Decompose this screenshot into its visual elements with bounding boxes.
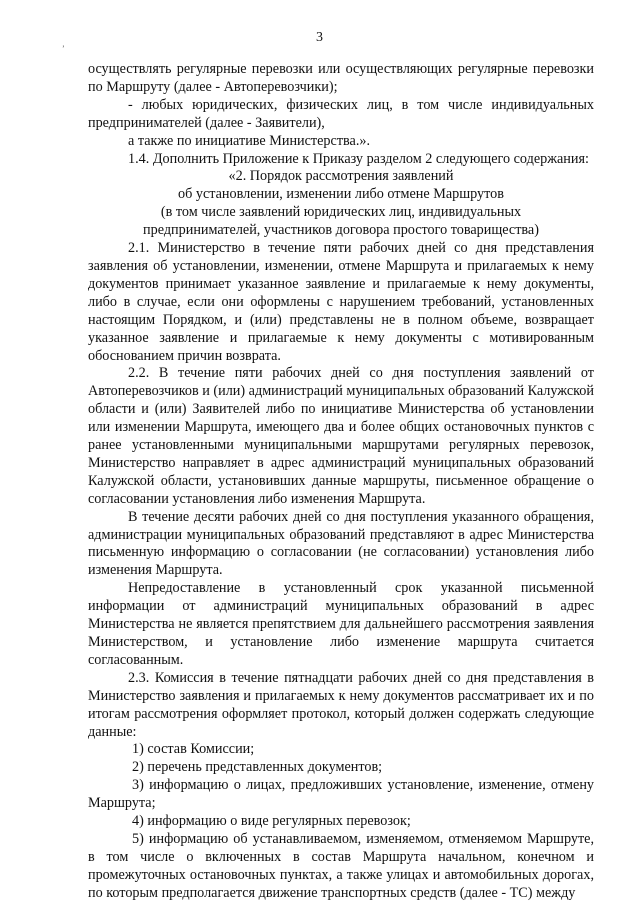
list-item-2: 2) перечень представленных документов; (132, 759, 383, 776)
paragraph-carriers-definition: осуществлять регулярные перевозки или осуществляющих регулярные перевозки по Маршруту (далее - Автоперевозчики); (88, 61, 594, 95)
paragraph-non-submission: Непредоставление в установленный срок указанной письменной информации от администраций муниципальных образований в адрес Министерства не является препятствием для дальнейшего рассмотрения заявления Министерством, и установление либо изменение маршрута считается согласованным. (88, 580, 594, 668)
section-heading-line-3: (в том числе заявлений юридических лиц, индивидуальных (160, 204, 522, 221)
paragraph-amendment-1-4: 1.4. Дополнить Приложение к Приказу разделом 2 следующего содержания: (128, 150, 589, 167)
page-number: 3 (316, 30, 323, 45)
paragraph-ministry-initiative: а также по инициативе Министерства.». (128, 132, 371, 149)
document-body (88, 61, 594, 903)
paragraph-applicants: - любых юридических, физических лиц, в том числе индивидуальных предпринимателей (далее - Заявители), (88, 96, 594, 131)
list-item-5: 5) информацию об устанавливаемом, изменяемом, отменяемом Маршруте, в том числе о включенных в состав Маршрута начальном, конечном и промежуточных остановочных пунктах, а также улицах и автомобильных дорогах, по которым предполагается движение транспортных средств (далее - ТС) между (88, 830, 594, 901)
stray-mark: ’ (62, 44, 65, 53)
section-heading-line-2: об установлении, изменении либо отмене Маршрутов (178, 186, 504, 203)
list-item-3: 3) информацию о лицах, предложивших установление, изменение, отмену Маршрута; (88, 777, 594, 812)
list-item-1: 1) состав Комиссии; (132, 741, 255, 758)
section-heading-line-1: «2. Порядок рассмотрения заявлений (228, 168, 454, 185)
paragraph-2-1: 2.1. Министерство в течение пяти рабочих дней со дня представления заявления об установлении, изменении, отмене Маршрута и прилагаемых к нему документов принимает указанное заявление и прилагаемые к нему документы, либо в случае, если они оформлены с нарушением требований, установленных настоящим Порядком, и (или) представлены не в полном объеме, возвращает указанное заявление и прилагаемые к нему документы с мотивированным обоснованием причин возврата. (88, 240, 594, 364)
list-item-4: 4) информацию о виде регулярных перевозок; (132, 813, 411, 830)
paragraph-ten-days: В течение десяти рабочих дней со дня поступления указанного обращения, администрации муниципальных образований представляют в адрес Министерства письменную информацию о согласовании (не согласовании) установления либо изменения Маршрута. (88, 508, 594, 579)
section-heading-line-4: предпринимателей, участников договора простого товарищества) (143, 222, 539, 239)
paragraph-2-2: 2.2. В течение пяти рабочих дней со дня поступления заявлений от Автоперевозчиков и (или) администраций муниципальных образований Калужской области и (или) Заявителей либо по инициативе Министерства об установлении или изменении Маршрута, имеющего два и более общих остановочных пунктов с ранее установленными муниципальными маршрутами регулярных перевозок, Министерство направляет в адрес администраций муниципальных образований Калужской области, установивших данные маршруты, письменное обращение о согласовании установления либо изменения Маршрута. (88, 365, 594, 507)
paragraph-2-3: 2.3. Комиссия в течение пятнадцати рабочих дней со дня представления в Министерство заявления и прилагаемых к нему документов рассматривает их и по итогам рассмотрения оформляет протокол, который должен содержать следующие данные: (88, 669, 594, 740)
